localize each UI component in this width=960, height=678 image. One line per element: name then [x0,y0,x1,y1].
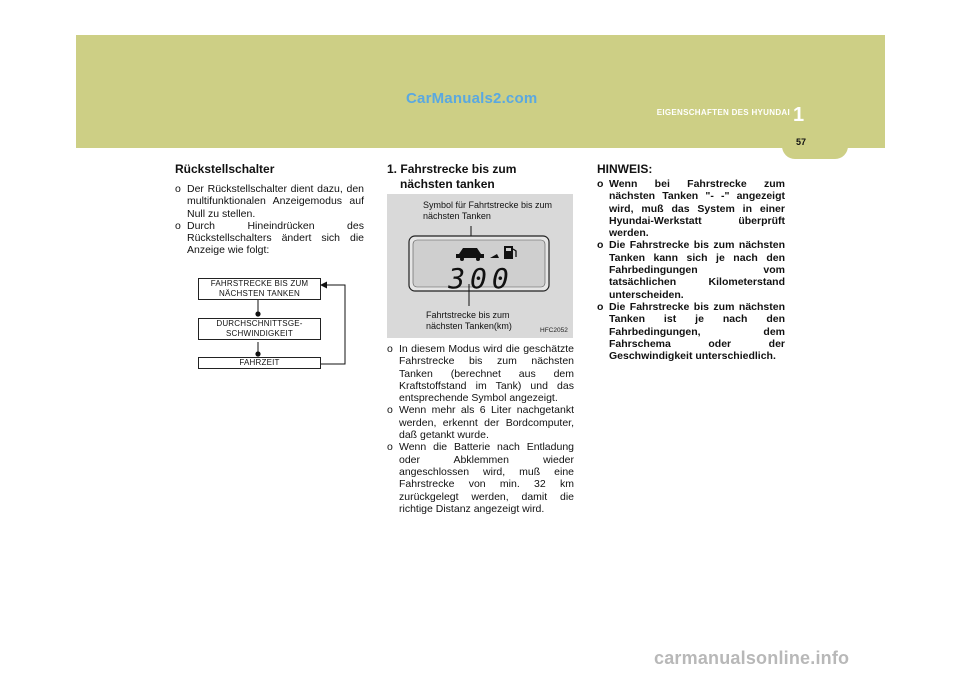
column-distance-to-empty [387,162,574,192]
list-item: o Wenn bei Fahrstrecke zum nächsten Tanken "- -" angezeigt wird, muß das System in einer Hyundai-Werkstatt überprüft werden. [597,178,785,240]
reset-flow-diagram [198,276,358,376]
distance-notes-list [387,343,574,515]
column-note [597,162,785,362]
column-reset-switch [175,162,364,257]
flow-box-driving-time: FAHRZEIT [198,357,321,369]
flow-box-average-speed: DURCHSCHNITTSGE-SCHWINDIGKEIT [198,318,321,340]
figure-caption-distance: Fahrtstrecke bis zum nächsten Tanken(km) [426,310,512,331]
list-item: o Die Fahrstrecke bis zum nächsten Tanken ist je nach den Fahrbedingungen, dem Fahrschema oder der Geschwindigkeit unterschiedlich. [597,300,785,363]
note-title: HINWEIS: [597,162,653,176]
watermark-top[interactable]: CarManuals2.com [406,90,538,107]
lcd-readout: 300 [448,262,514,295]
list-item: o Wenn die Batterie nach Entladung oder Abklemmen wieder angeschlossen wird, muß eine Fahrstrecke von min. 32 km zurückgelegt werden, damit die richtige Distanz angezeigt wird. [387,441,574,515]
section-title: Rückstellschalter [175,162,275,176]
page-number: 57 [795,137,806,147]
list-item: o Durch Hineindrücken des Rückstellschalters ändert sich die Anzeige wie folgt: [175,219,364,257]
flow-box-distance-to-empty: FAHRSTRECKE BIS ZUM NÄCHSTEN TANKEN [198,278,321,300]
figure-code: HFC2052 [540,327,568,334]
figure-caption-symbol: Symbol für Fahrtstrecke bis zum nächsten Tanken [423,200,553,221]
list-item: o In diesem Modus wird die geschätzte Fahrstrecke bis zum nächsten Tanken (berechnet aus dem Kraftstoffstand im Tank) und das entsprechende Symbol angezeigt. [387,343,574,405]
chapter-number: 1 [793,104,805,126]
list-item: o Die Fahrstrecke bis zum nächsten Tanken kann sich je nach den Fahrbedingungen vom tatsächlichen Kilometerstand unterscheiden. [597,239,785,301]
chapter-title: EIGENSCHAFTEN DES HYUNDAI [656,108,790,117]
list-item: o Wenn mehr als 6 Liter nachgetankt werden, erkennt der Bordcomputer, daß getankt wurde. [387,404,574,442]
list-item: o Der Rückstellschalter dient dazu, den multifunktionalen Anzeigemodus auf Null zu stellen. [175,183,364,220]
section-heading: 1. Fahrstrecke bis zum nächsten tanken [387,162,517,191]
watermark-bottom[interactable]: carmanualsonline.info [654,648,850,668]
